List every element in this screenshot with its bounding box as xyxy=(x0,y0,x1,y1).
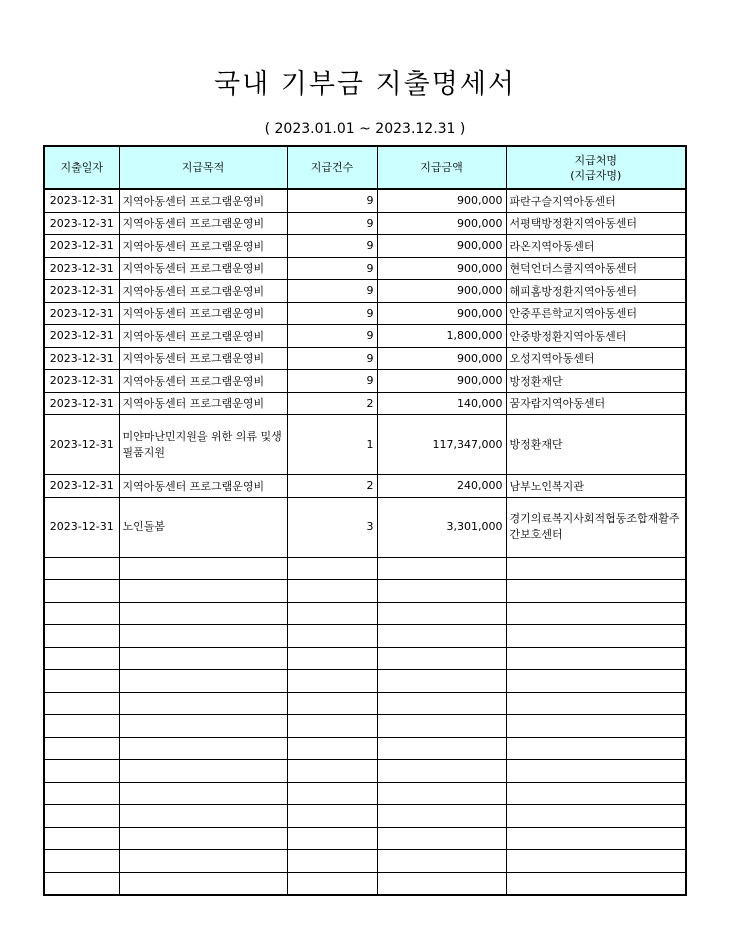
empty-cell xyxy=(44,737,119,760)
empty-cell xyxy=(287,557,377,580)
cell-amount: 900,000 xyxy=(377,257,506,280)
empty-cell xyxy=(506,647,686,670)
cell-date: 2023-12-31 xyxy=(44,212,119,235)
empty-cell xyxy=(506,850,686,873)
cell-count: 9 xyxy=(287,235,377,258)
empty-cell xyxy=(506,715,686,738)
cell-count: 3 xyxy=(287,497,377,557)
empty-cell xyxy=(377,692,506,715)
empty-cell xyxy=(506,602,686,625)
empty-cell xyxy=(44,782,119,805)
empty-cell xyxy=(506,760,686,783)
empty-table-row xyxy=(44,670,686,693)
cell-count: 2 xyxy=(287,475,377,498)
header-count: 지급건수 xyxy=(287,146,377,189)
empty-cell xyxy=(506,737,686,760)
empty-cell xyxy=(377,760,506,783)
table-row xyxy=(44,280,686,303)
cell-amount: 140,000 xyxy=(377,392,506,415)
empty-table-row xyxy=(44,850,686,873)
empty-cell xyxy=(44,670,119,693)
empty-cell xyxy=(287,625,377,648)
cell-purpose: 지역아동센터 프로그램운영비 xyxy=(119,189,287,212)
cell-recipient: 방정환재단 xyxy=(506,415,686,475)
table-row xyxy=(44,302,686,325)
empty-cell xyxy=(44,625,119,648)
empty-cell xyxy=(506,692,686,715)
table-row xyxy=(44,415,686,475)
empty-table-row xyxy=(44,805,686,828)
empty-table-row xyxy=(44,625,686,648)
empty-cell xyxy=(377,805,506,828)
header-date: 지출일자 xyxy=(44,146,119,189)
cell-date: 2023-12-31 xyxy=(44,392,119,415)
empty-cell xyxy=(377,557,506,580)
empty-cell xyxy=(377,827,506,850)
cell-date: 2023-12-31 xyxy=(44,325,119,348)
empty-cell xyxy=(119,827,287,850)
empty-table-row xyxy=(44,782,686,805)
empty-cell xyxy=(287,580,377,603)
cell-recipient: 방정환재단 xyxy=(506,370,686,393)
cell-amount: 900,000 xyxy=(377,370,506,393)
empty-cell xyxy=(119,760,287,783)
table-body xyxy=(44,189,686,895)
cell-amount: 900,000 xyxy=(377,347,506,370)
cell-purpose: 지역아동센터 프로그램운영비 xyxy=(119,325,287,348)
cell-date: 2023-12-31 xyxy=(44,257,119,280)
cell-recipient: 파란구슬지역아동센터 xyxy=(506,189,686,212)
cell-recipient: 남부노인복지관 xyxy=(506,475,686,498)
cell-amount: 900,000 xyxy=(377,302,506,325)
empty-table-row xyxy=(44,827,686,850)
table-row xyxy=(44,370,686,393)
empty-table-row xyxy=(44,647,686,670)
document-title: 국내 기부금 지출명세서 xyxy=(214,69,516,100)
empty-cell xyxy=(287,602,377,625)
cell-recipient: 안중푸른학교지역아동센터 xyxy=(506,302,686,325)
cell-amount: 900,000 xyxy=(377,280,506,303)
cell-purpose: 지역아동센터 프로그램운영비 xyxy=(119,392,287,415)
cell-purpose: 지역아동센터 프로그램운영비 xyxy=(119,370,287,393)
cell-recipient: 서평택방정환지역아동센터 xyxy=(506,212,686,235)
cell-amount: 117,347,000 xyxy=(377,415,506,475)
cell-date: 2023-12-31 xyxy=(44,347,119,370)
empty-cell xyxy=(287,782,377,805)
empty-cell xyxy=(119,602,287,625)
cell-recipient: 꿈자람지역아동센터 xyxy=(506,392,686,415)
empty-cell xyxy=(506,670,686,693)
table-row xyxy=(44,189,686,212)
table-row xyxy=(44,257,686,280)
empty-cell xyxy=(287,827,377,850)
empty-cell xyxy=(287,670,377,693)
table-row xyxy=(44,212,686,235)
cell-recipient: 경기의료복지사회적협동조합재활주간보호센터 xyxy=(506,497,686,557)
table-row xyxy=(44,235,686,258)
empty-cell xyxy=(119,805,287,828)
empty-cell xyxy=(506,580,686,603)
empty-cell xyxy=(506,625,686,648)
empty-cell xyxy=(287,760,377,783)
empty-cell xyxy=(119,625,287,648)
cell-amount: 900,000 xyxy=(377,189,506,212)
header-amount: 지급금액 xyxy=(377,146,506,189)
table-row xyxy=(44,475,686,498)
empty-cell xyxy=(377,580,506,603)
empty-cell xyxy=(119,670,287,693)
empty-cell xyxy=(44,580,119,603)
empty-table-row xyxy=(44,580,686,603)
empty-cell xyxy=(377,737,506,760)
empty-cell xyxy=(506,782,686,805)
empty-table-row xyxy=(44,760,686,783)
cell-date: 2023-12-31 xyxy=(44,235,119,258)
header-purpose: 지급목적 xyxy=(119,146,287,189)
empty-cell xyxy=(119,850,287,873)
empty-cell xyxy=(506,805,686,828)
empty-cell xyxy=(119,737,287,760)
cell-count: 9 xyxy=(287,280,377,303)
empty-cell xyxy=(44,827,119,850)
empty-cell xyxy=(44,647,119,670)
empty-cell xyxy=(119,692,287,715)
cell-date: 2023-12-31 xyxy=(44,189,119,212)
empty-cell xyxy=(119,782,287,805)
empty-cell xyxy=(119,715,287,738)
header-recipient: 지급처명 (지급자명) xyxy=(506,146,686,189)
empty-cell xyxy=(287,805,377,828)
empty-cell xyxy=(377,670,506,693)
empty-cell xyxy=(377,602,506,625)
empty-table-row xyxy=(44,557,686,580)
empty-cell xyxy=(44,805,119,828)
empty-cell xyxy=(377,715,506,738)
cell-recipient: 오성지역아동센터 xyxy=(506,347,686,370)
empty-cell xyxy=(287,872,377,895)
cell-purpose: 지역아동센터 프로그램운영비 xyxy=(119,257,287,280)
empty-cell xyxy=(44,557,119,580)
empty-cell xyxy=(377,872,506,895)
empty-cell xyxy=(287,715,377,738)
cell-purpose: 지역아동센터 프로그램운영비 xyxy=(119,302,287,325)
empty-cell xyxy=(44,715,119,738)
cell-count: 9 xyxy=(287,189,377,212)
table-row xyxy=(44,347,686,370)
cell-date: 2023-12-31 xyxy=(44,370,119,393)
empty-table-row xyxy=(44,872,686,895)
empty-cell xyxy=(119,872,287,895)
cell-recipient: 현덕언더스쿨지역아동센터 xyxy=(506,257,686,280)
cell-count: 9 xyxy=(287,347,377,370)
empty-table-row xyxy=(44,715,686,738)
cell-date: 2023-12-31 xyxy=(44,280,119,303)
empty-table-row xyxy=(44,692,686,715)
empty-cell xyxy=(506,872,686,895)
empty-cell xyxy=(44,602,119,625)
empty-cell xyxy=(44,692,119,715)
empty-cell xyxy=(44,872,119,895)
cell-date: 2023-12-31 xyxy=(44,497,119,557)
empty-cell xyxy=(377,647,506,670)
cell-amount: 900,000 xyxy=(377,235,506,258)
empty-cell xyxy=(287,737,377,760)
cell-count: 9 xyxy=(287,370,377,393)
cell-count: 2 xyxy=(287,392,377,415)
donation-expense-table xyxy=(43,145,687,896)
cell-purpose: 지역아동센터 프로그램운영비 xyxy=(119,347,287,370)
cell-purpose: 미얀마난민지원을 위한 의류 및생필품지원 xyxy=(119,415,287,475)
empty-cell xyxy=(506,557,686,580)
table-header-row xyxy=(44,146,686,189)
empty-table-row xyxy=(44,602,686,625)
cell-purpose: 지역아동센터 프로그램운영비 xyxy=(119,475,287,498)
cell-date: 2023-12-31 xyxy=(44,302,119,325)
cell-recipient: 라온지역아동센터 xyxy=(506,235,686,258)
report-period: ( 2023.01.01 ~ 2023.12.31 ) xyxy=(264,121,466,137)
cell-count: 1 xyxy=(287,415,377,475)
empty-cell xyxy=(287,850,377,873)
cell-recipient: 안중방정환지역아동센터 xyxy=(506,325,686,348)
cell-recipient: 해피홈방정환지역아동센터 xyxy=(506,280,686,303)
empty-cell xyxy=(287,692,377,715)
cell-purpose: 노인돌봄 xyxy=(119,497,287,557)
empty-cell xyxy=(119,557,287,580)
empty-cell xyxy=(377,625,506,648)
empty-cell xyxy=(506,827,686,850)
cell-purpose: 지역아동센터 프로그램운영비 xyxy=(119,235,287,258)
cell-amount: 1,800,000 xyxy=(377,325,506,348)
empty-cell xyxy=(119,580,287,603)
cell-amount: 3,301,000 xyxy=(377,497,506,557)
table-row xyxy=(44,392,686,415)
cell-purpose: 지역아동센터 프로그램운영비 xyxy=(119,212,287,235)
empty-cell xyxy=(44,760,119,783)
table-row xyxy=(44,325,686,348)
cell-date: 2023-12-31 xyxy=(44,415,119,475)
cell-date: 2023-12-31 xyxy=(44,475,119,498)
empty-cell xyxy=(44,850,119,873)
empty-cell xyxy=(377,782,506,805)
cell-count: 9 xyxy=(287,257,377,280)
empty-cell xyxy=(287,647,377,670)
table-row xyxy=(44,497,686,557)
cell-count: 9 xyxy=(287,212,377,235)
empty-cell xyxy=(119,647,287,670)
cell-amount: 240,000 xyxy=(377,475,506,498)
cell-amount: 900,000 xyxy=(377,212,506,235)
empty-cell xyxy=(377,850,506,873)
cell-count: 9 xyxy=(287,302,377,325)
cell-count: 9 xyxy=(287,325,377,348)
cell-purpose: 지역아동센터 프로그램운영비 xyxy=(119,280,287,303)
empty-table-row xyxy=(44,737,686,760)
